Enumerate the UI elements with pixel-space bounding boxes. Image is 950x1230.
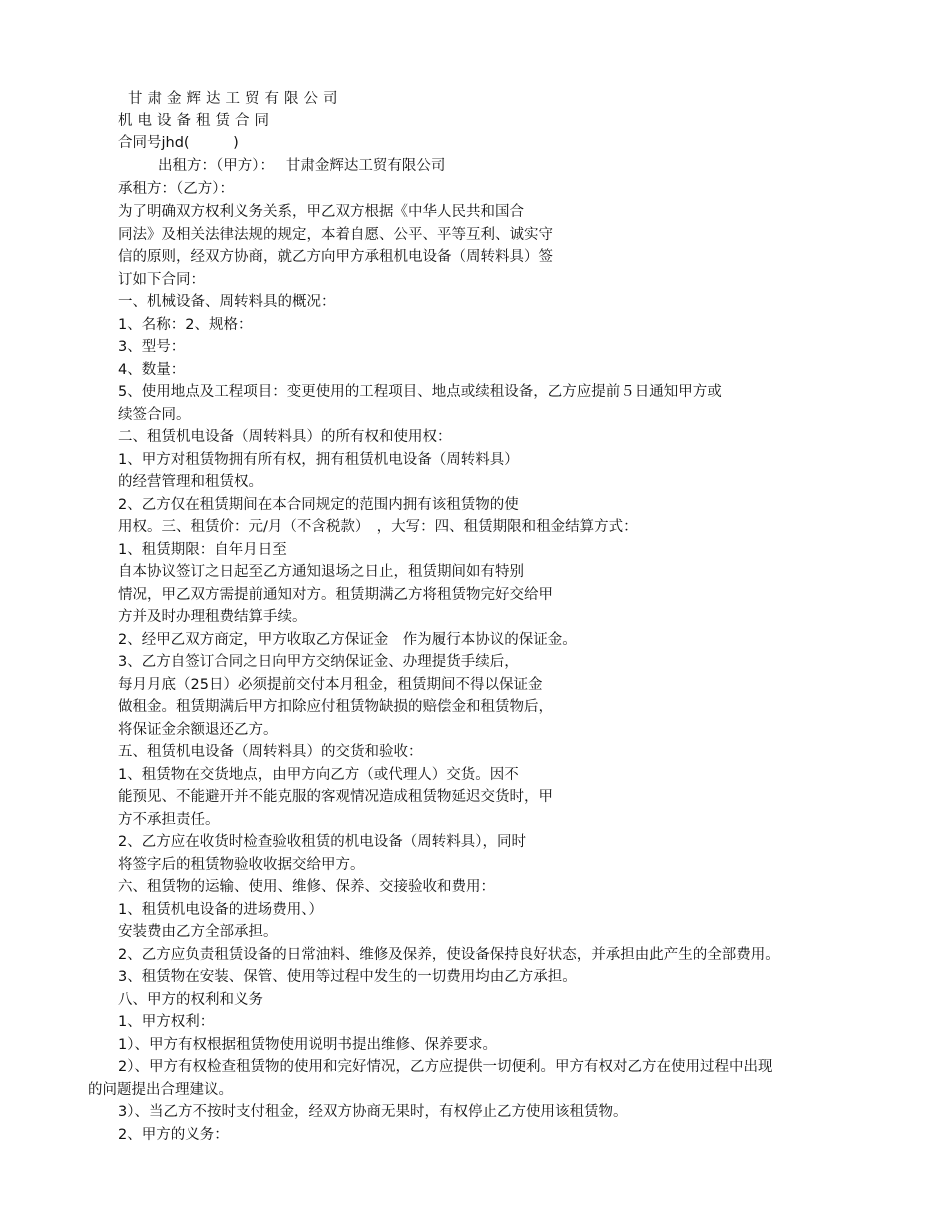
text-line: 1、名称：2、规格： <box>118 317 253 333</box>
contract-number: 合同号jhd( ) <box>118 135 239 151</box>
text-line: 2、乙方应负责租赁设备的日常油料、维修及保养，使设备保持良好状态，并承担由此产生的全部费用。 <box>118 947 780 963</box>
text-line: 1、租赁机电设备的进场费用、） <box>118 902 323 918</box>
text-line: 3、租赁物在安装、保管、使用等过程中发生的一切费用均由乙方承担。 <box>118 969 577 985</box>
text-line: 将签字后的租赁物验收收据交给甲方。 <box>118 857 365 873</box>
text-line: 2、甲方的义务： <box>118 1127 229 1143</box>
text-line: 安装费由乙方全部承担。 <box>118 924 278 940</box>
text-line: 续签合同。 <box>118 407 191 423</box>
lessee-line: 承租方：（乙方）： <box>118 181 234 197</box>
text-line: 同法》及相关法律法规的规定，本着自愿、公平、平等互利、诚实守 <box>118 227 553 243</box>
text-line: 的经营管理和租赁权。 <box>118 474 263 490</box>
section-heading: 二、租赁机电设备（周转料具）的所有权和使用权： <box>118 429 452 445</box>
text-line: 3、型号： <box>118 339 186 355</box>
text-line: 1、甲方权利： <box>118 1014 215 1030</box>
text-line: 信的原则，经双方协商，就乙方向甲方承租机电设备（周转料具）签 <box>118 249 553 265</box>
text-line: 1、租赁物在交货地点，由甲方向乙方（或代理人）交货。因不 <box>118 767 519 783</box>
text-line: 用权。三、租赁价：元/月（不含税款） ，大写：四、租赁期限和租金结算方式： <box>118 519 638 535</box>
text-line: 1）、甲方有权根据租赁物使用说明书提出维修、保养要求。 <box>118 1037 497 1053</box>
text-line: 自本协议签订之日起至乙方通知退场之日止，租赁期间如有特别 <box>118 564 524 580</box>
section-heading: 五、租赁机电设备（周转料具）的交货和验收： <box>118 744 423 760</box>
text-line: 订如下合同： <box>118 272 205 288</box>
text-line: 3、乙方自签订合同之日向甲方交纳保证金、办理提货手续后， <box>118 654 519 670</box>
text-line: 2、经甲乙双方商定，甲方收取乙方保证金 作为履行本协议的保证金。 <box>118 632 577 648</box>
company-title: 甘肃金辉达工贸有限公司 <box>128 91 343 107</box>
contract-title: 机电设备租赁合同 <box>118 113 274 129</box>
text-line: 每月月底（25日）必须提前交付本月租金，租赁期间不得以保证金 <box>118 677 543 693</box>
text-line: 2、乙方仅在租赁期间在本合同规定的范围内拥有该租赁物的使 <box>118 497 519 513</box>
text-line: 1、租赁期限：自年月日至 <box>118 542 287 558</box>
text-line: 方并及时办理租费结算手续。 <box>118 609 307 625</box>
text-line: 3）、当乙方不按时支付租金，经双方协商无果时，有权停止乙方使用该租赁物。 <box>118 1104 628 1120</box>
text-line: 将保证金余额退还乙方。 <box>118 722 278 738</box>
section-heading: 一、机械设备、周转料具的概况： <box>118 294 336 310</box>
lessor-line: 出租方：（甲方）： 甘肃金辉达工贸有限公司 <box>158 158 446 174</box>
text-line: 4、数量： <box>118 362 186 378</box>
section-heading: 六、租赁物的运输、使用、维修、保养、交接验收和费用： <box>118 879 495 895</box>
text-line: 1、甲方对租赁物拥有所有权，拥有租赁机电设备（周转料具） <box>118 452 519 468</box>
text-line: 2）、甲方有权检查租赁物的使用和完好情况，乙方应提供一切便利。甲方有权对乙方在使用过程中出现 <box>118 1059 773 1075</box>
text-line: 5、使用地点及工程项目：变更使用的工程项目、地点或续租设备，乙方应提前５日通知甲方或 <box>118 384 722 400</box>
text-line: 做租金。租赁期满后甲方扣除应付租赁物缺损的赔偿金和租赁物后， <box>118 699 553 715</box>
text-line: 的问题提出合理建议。 <box>88 1082 233 1098</box>
text-line: 情况，甲乙双方需提前通知对方。租赁期满乙方将租赁物完好交给甲 <box>118 587 553 603</box>
section-heading: 八、甲方的权利和义务 <box>118 992 263 1008</box>
text-line: 能预见、不能避开并不能克服的客观情况造成租赁物延迟交货时，甲 <box>118 789 553 805</box>
text-line: 方不承担责任。 <box>118 812 220 828</box>
text-line: 为了明确双方权利义务关系，甲乙双方根据《中华人民共和国合 <box>118 204 524 220</box>
text-line: 2、乙方应在收货时检查验收租赁的机电设备（周转料具），同时 <box>118 834 526 850</box>
